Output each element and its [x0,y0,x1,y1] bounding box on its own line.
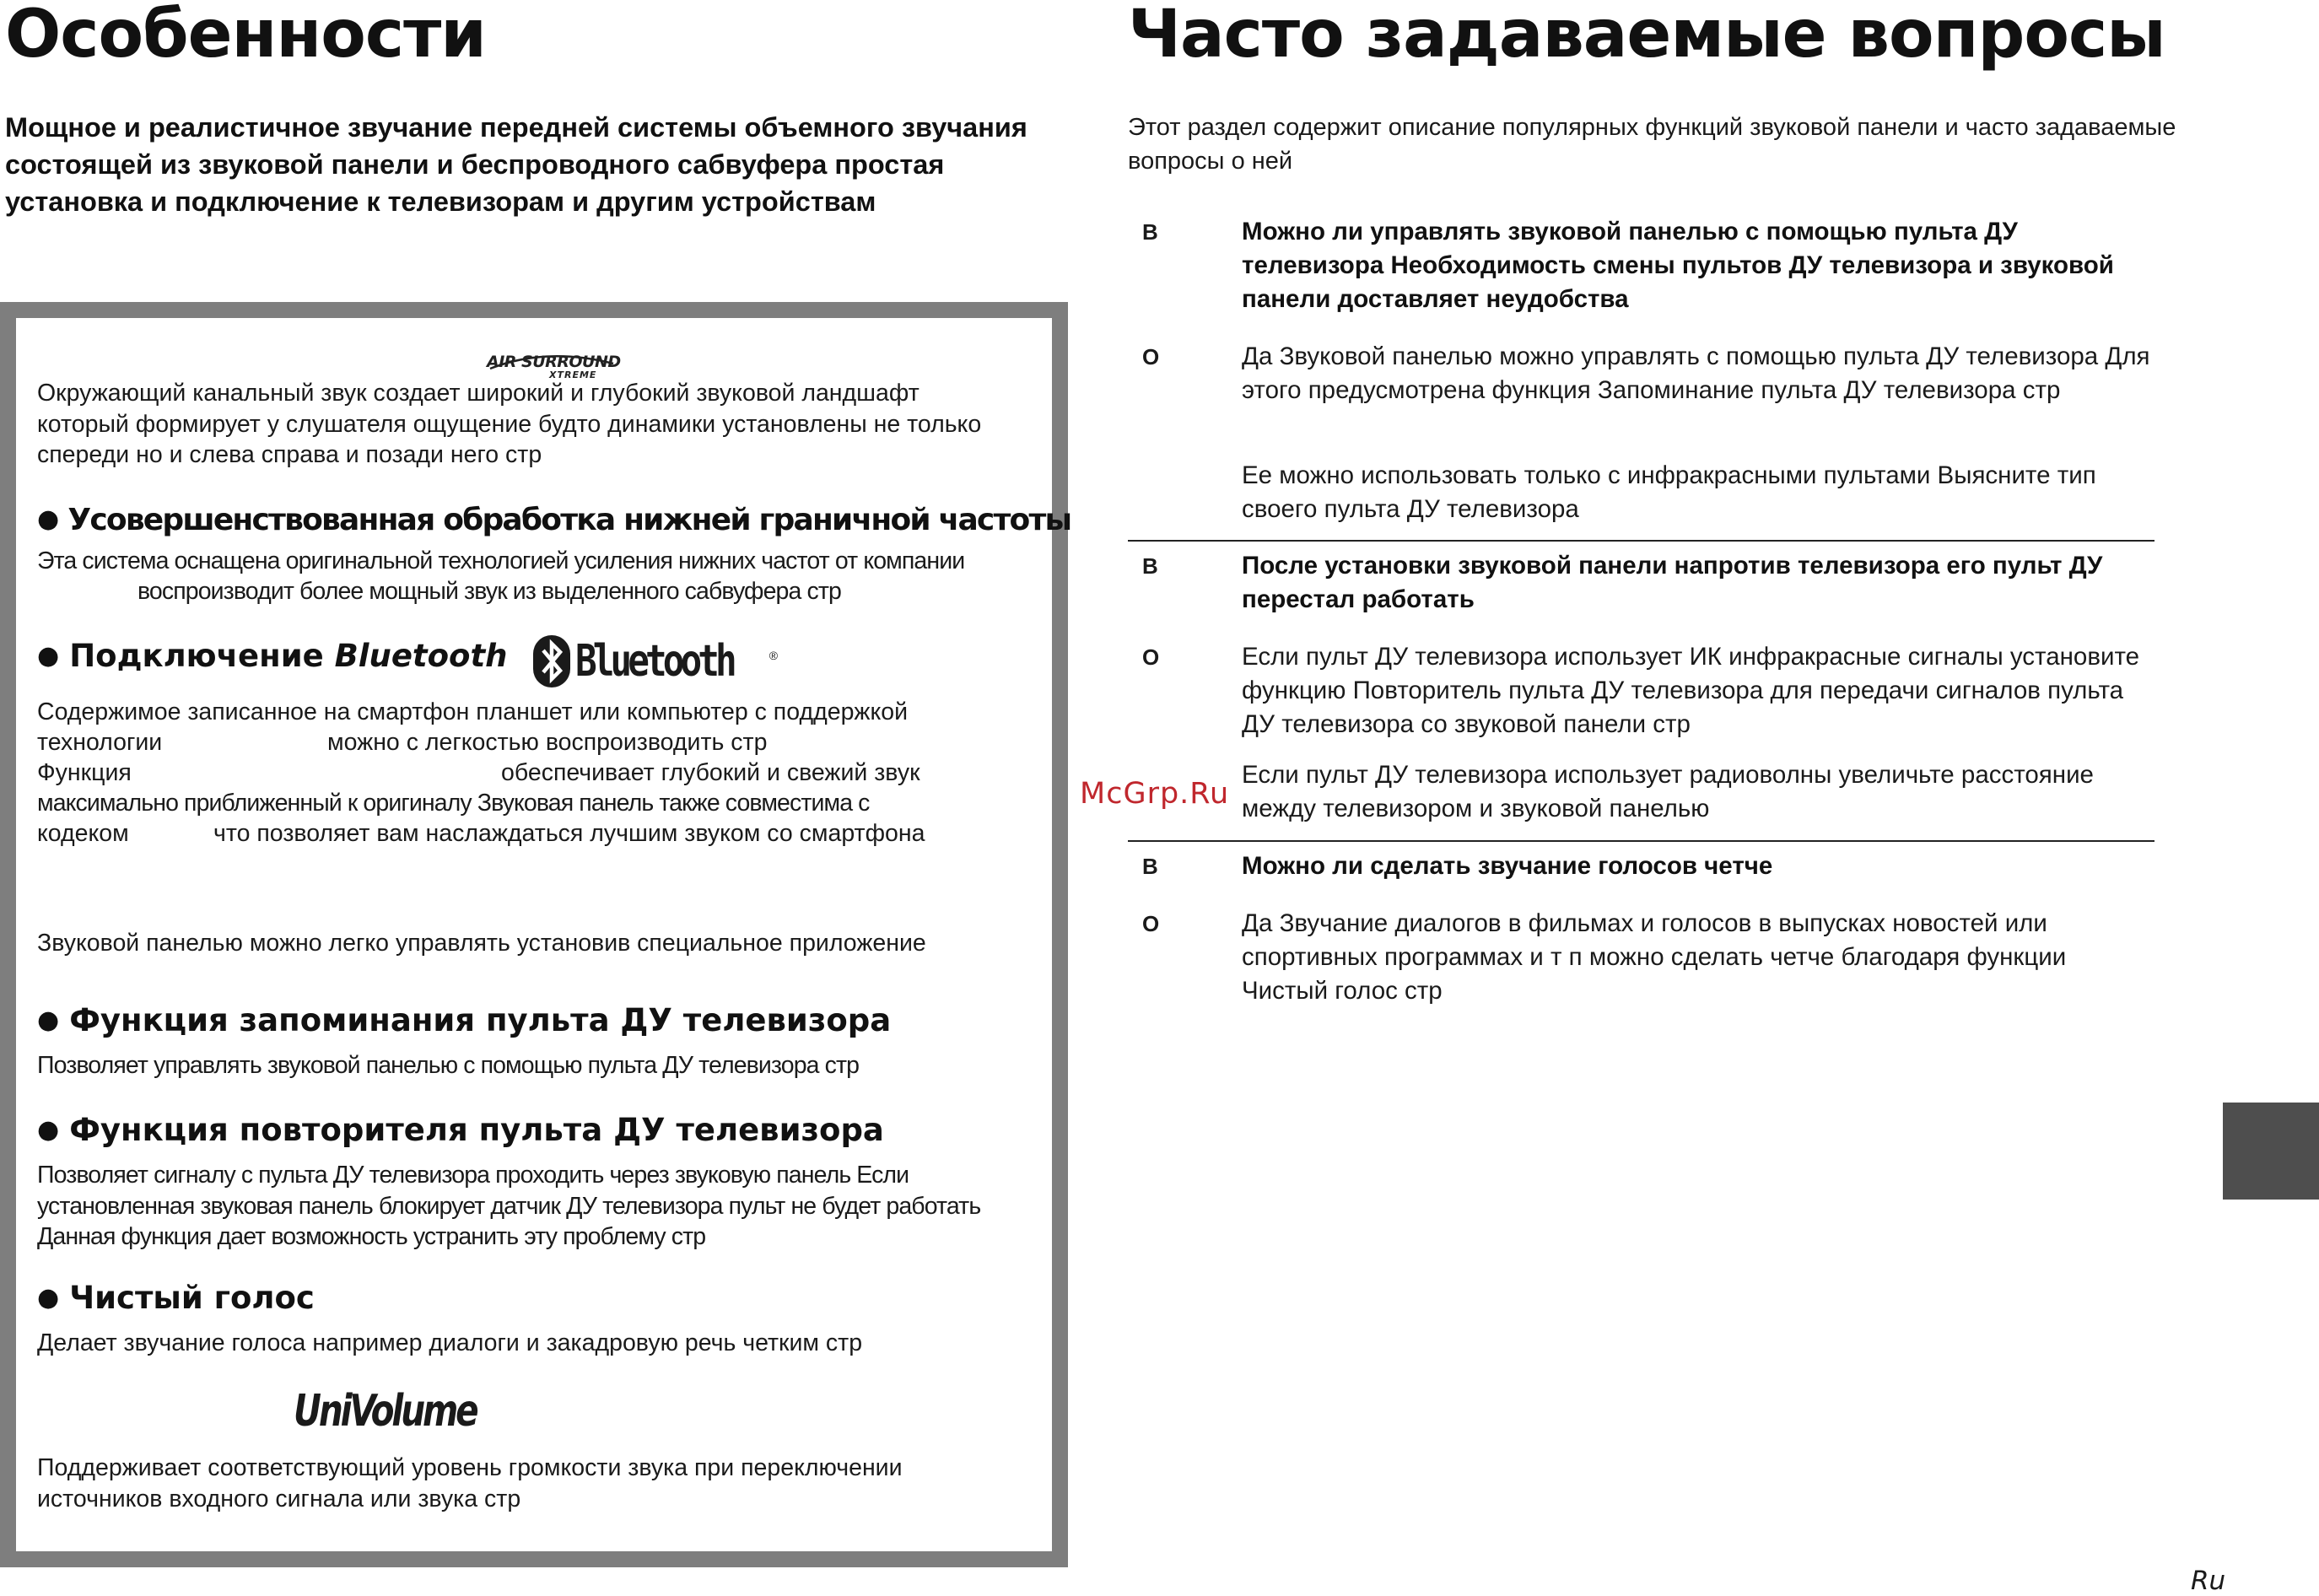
faq-divider [1128,840,2155,842]
bluetooth-logo [533,635,778,691]
bullet-icon: ● [37,504,58,534]
app-description: Звуковой панелью можно легко управлять установив специальное приложение [37,930,926,957]
page-title-features: Особенности [5,0,486,73]
bullet-icon: ● [37,1115,60,1145]
question-marker: В [1142,553,1158,579]
faq-answer-1-text: Да Звуковой панелью можно управлять с помощью пульта ДУ телевизора Для этого предусмотрена функция Запоминание пульта ДУ телевизора стр [1242,342,2150,404]
registered-mark-icon: ® [769,648,779,662]
question-marker: В [1142,854,1158,879]
bluetooth-description-line5b: что позволяет вам наслаждаться лучшим звуком со смартфона [213,820,925,847]
page-language-marker: Ru [2191,1566,2226,1596]
bluetooth-logo-word: Bluetooth [575,636,733,687]
memory-heading-text: Функция запоминания пульта ДУ телевизора [69,1002,892,1038]
answer-marker: О [1142,911,1160,936]
bluetooth-heading-text: Подключение [69,638,335,674]
faq-answer-3-text: Да Звучание диалогов в фильмах и голосов в выпусках новостей или спортивных программах и т п можно сделать четче благодаря функции Чистый голос стр [1242,909,2067,1005]
faq-divider [1128,540,2155,542]
question-marker: В [1142,219,1158,245]
faq-question-3-text: Можно ли сделать звучание голосов четче [1242,852,1773,880]
clear-voice-heading-text: Чистый голос [69,1280,315,1316]
faq-answer-2-note-text: Если пульт ДУ телевизора использует радиоволны увеличьте расстояние между телевизором и звуковой панелью [1242,761,2094,822]
bluetooth-description-line1: Содержимое записанное на смартфон планшет или компьютер с поддержкой [37,698,909,725]
bullet-icon: ● [37,1006,60,1035]
bullet-icon: ● [37,1283,60,1313]
page-title-faq: Часто задаваемые вопросы [1128,0,2165,73]
faq-question-2-text: После установки звуковой панели напротив телевизора его пульт ДУ перестал работать [1242,552,2103,613]
answer-marker: О [1142,644,1160,670]
memory-heading [37,1001,891,1040]
features-box [0,302,1071,1567]
faq-answer-2-text: Если пульт ДУ телевизора использует ИК инфракрасные сигналы установите функцию Повторитель пульта ДУ телевизора для передачи сигналов пульта ДУ телевизора со звуковой панели стр [1242,643,2140,738]
univolume-logo: UniVolume [294,1386,477,1437]
bass-description: Эта система оснащена оригинальной технологией усиления нижних частот от компании [37,547,965,574]
faq-answer-1-note-text: Ее можно использовать только с инфракрасными пультами Выясните тип своего пульта ДУ телевизора [1242,461,2096,523]
bass-heading-text: Усовершенствованная обработка нижней граничной частоты [67,503,1071,537]
bluetooth-description-line3a: Функция [37,759,132,786]
bluetooth-description-line4: максимально приближенный к оригиналу Звуковая панель также совместима с [37,790,870,817]
air-surround-logo-text: AIR SURROUND [487,353,621,371]
clear-voice-heading [37,1279,315,1318]
bluetooth-rune-icon [533,635,570,687]
faq-question-1-text: Можно ли управлять звуковой панелью с помощью пульта ДУ телевизора Необходимость смены пультов ДУ телевизора и звуковой панели доставляет неудобства [1242,218,2114,313]
bluetooth-description-line2b: можно с легкостью воспроизводить стр [327,729,768,756]
clear-voice-description: Делает звучание голоса например диалоги и закадровую речь четким стр [37,1329,863,1356]
bluetooth-description-line5a: кодеком [37,820,129,847]
univolume-description: Поддерживает соответствующий уровень громкости звука при переключении источников входного сигнала или звука стр [37,1454,903,1512]
air-surround-logo-subtext: XTREME [549,369,597,380]
surround-description: Окружающий канальный звук создает широкий и глубокий звуковой ландшафт который формирует у слушателя ощущение будто динамики установлены не только спереди но и слева справа и позади него стр [37,380,982,468]
repeater-description: Позволяет сигналу с пульта ДУ телевизора проходить через звуковую панель Если установленная звуковая панель блокирует датчик ДУ телевизора пульт не будет работать Данная функция дает возможность устранить эту проблему стр [37,1162,981,1250]
bluetooth-heading-italic: Bluetooth [334,638,508,674]
repeater-heading [37,1111,884,1150]
bluetooth-heading [37,637,507,676]
bluetooth-description-line3b: обеспечивает глубокий и свежий звук [501,759,920,786]
faq-intro: Этот раздел содержит описание популярных функций звуковой панели и часто задаваемые вопросы о ней [1128,114,2176,175]
section-side-tab [2223,1103,2319,1200]
bass-description-line2: воспроизводит более мощный звук из выделенного сабвуфера стр [138,578,841,605]
answer-marker: О [1142,344,1160,369]
memory-description: Позволяет управлять звуковой панелью с помощью пульта ДУ телевизора стр [37,1052,860,1079]
bass-heading [37,500,1071,540]
features-intro: Мощное и реалистичное звучание передней системы объемного звучания состоящей из звуковой панели и беспроводного сабвуфера простая установка и подключение к телевизорам и другим устройствам [5,112,1027,217]
bullet-icon: ● [37,641,60,671]
bluetooth-description-line2a: технологии [37,729,163,756]
watermark: McGrp.Ru [1080,777,1230,811]
repeater-heading-text: Функция повторителя пульта ДУ телевизора [69,1112,884,1148]
